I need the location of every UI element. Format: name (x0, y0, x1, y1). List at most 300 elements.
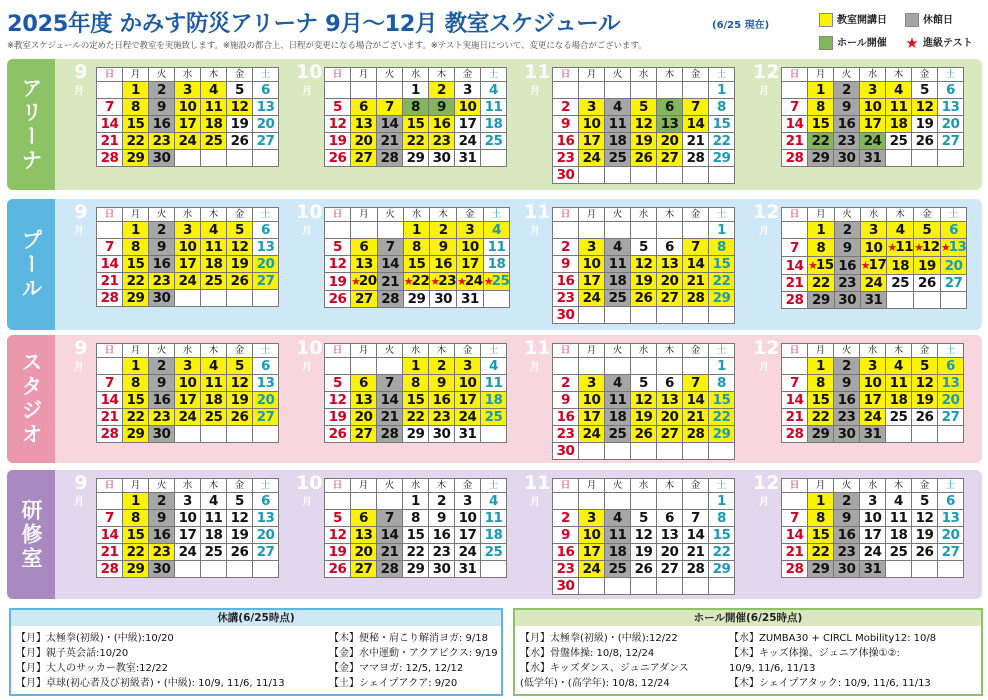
weekday-header: 日 (782, 479, 808, 493)
day-cell: 24 (579, 150, 605, 167)
day-cell (940, 292, 967, 309)
day-cell (709, 167, 735, 184)
day-cell: 18 (201, 256, 227, 273)
day-cell: 1 (403, 358, 429, 375)
cancellation-item: 【金】ママヨガ: 12/5, 12/12 (329, 663, 464, 674)
day-cell: 29 (403, 426, 429, 443)
section-label (7, 199, 55, 330)
day-cell: 19 (227, 392, 253, 409)
month-number: 9 (74, 61, 88, 83)
gray-swatch (905, 13, 919, 27)
day-cell: 25 (201, 544, 227, 561)
day-cell: 29 (808, 426, 834, 443)
day-cell: 25 (605, 561, 631, 578)
day-cell: 10 (175, 239, 201, 256)
calendar-grid (96, 207, 279, 307)
day-cell: 3 (457, 222, 484, 239)
day-number: 11 (895, 239, 914, 255)
day-cell: 7 (683, 510, 709, 527)
day-cell: 21 (782, 133, 808, 150)
cancellation-item: 【月】太極拳(初級)・(中級):10/20 (16, 633, 174, 644)
month-calendar (296, 201, 510, 308)
weekday-header: 金 (227, 68, 253, 82)
hall-events-box (513, 608, 983, 696)
day-cell: 25 (886, 544, 912, 561)
weekday-header: 月 (808, 208, 835, 222)
day-cell (175, 290, 201, 307)
day-cell: 23 (149, 409, 175, 426)
day-cell: 16 (429, 392, 455, 409)
day-cell: 12 (912, 99, 938, 116)
weekday-header: 火 (605, 68, 631, 82)
day-cell (175, 561, 201, 578)
day-cell: 11 (481, 99, 507, 116)
day-cell: 23 (834, 544, 860, 561)
calendar-grid (324, 67, 507, 167)
month-calendar (753, 337, 964, 443)
day-cell: 18 (886, 527, 912, 544)
day-cell: 21 (97, 273, 123, 290)
notice-text: ※教室スケジュールの定めた日程で教室を実施致します。※施設の都合上、日程が変更になる場合がございます。※テスト実施日について、変更になる場合がございます。 (7, 41, 647, 51)
day-cell: 17 (455, 527, 481, 544)
day-cell: 6 (940, 222, 967, 239)
day-cell (97, 493, 123, 510)
day-cell (253, 290, 279, 307)
legend-closed-day-label: 休館日 (923, 15, 953, 26)
day-cell: 31 (457, 291, 484, 308)
day-cell: 22 (709, 544, 735, 561)
month-calendar (524, 472, 735, 595)
day-cell: 17 (860, 527, 886, 544)
hall-event-item: 【水】ZUMBA30 + CIRCL Mobility12: 10/8 (729, 633, 937, 644)
day-cell: 1 (808, 82, 834, 99)
day-cell: 6 (253, 358, 279, 375)
weekday-header: 水 (631, 208, 657, 222)
day-cell: 14 (782, 527, 808, 544)
hall-event-item: (低学年)・(高学年): 10/8, 12/24 (520, 678, 670, 689)
day-cell: 14 (377, 527, 403, 544)
day-cell: 18 (483, 256, 510, 273)
day-cell: 14 (683, 256, 709, 273)
day-cell: 7 (97, 99, 123, 116)
day-cell: 5 (227, 493, 253, 510)
day-cell: 24 (175, 544, 201, 561)
day-cell (938, 561, 964, 578)
day-cell: 4 (605, 239, 631, 256)
day-cell: 19 (912, 527, 938, 544)
cancellation-box (9, 608, 503, 696)
day-cell: 20 (657, 544, 683, 561)
day-cell: 11 (201, 510, 227, 527)
day-cell: 27 (351, 291, 378, 308)
calendar-grid (781, 343, 964, 443)
day-cell: 9 (553, 256, 579, 273)
day-cell: 6 (657, 375, 683, 392)
day-cell: 1 (808, 358, 834, 375)
day-cell: 11 (605, 116, 631, 133)
day-cell: 9 (553, 527, 579, 544)
day-cell: 10 (579, 527, 605, 544)
day-cell: 24 (455, 409, 481, 426)
day-cell: 2 (834, 493, 860, 510)
day-cell: 21 (683, 133, 709, 150)
day-cell: 3 (175, 358, 201, 375)
day-cell (579, 443, 605, 460)
weekday-header: 木 (886, 68, 912, 82)
weekday-header: 木 (657, 479, 683, 493)
day-cell: 26 (325, 150, 351, 167)
day-cell: 28 (97, 426, 123, 443)
day-number: 23 (438, 273, 457, 289)
day-cell: 2 (430, 222, 457, 239)
day-cell: 2 (553, 510, 579, 527)
day-cell: 27 (657, 150, 683, 167)
day-cell: 2 (834, 222, 860, 239)
day-cell: 15 (808, 392, 834, 409)
weekday-header: 金 (227, 344, 253, 358)
weekday-header: 水 (175, 479, 201, 493)
day-cell: 20 (940, 257, 967, 275)
day-cell: 20 (657, 409, 683, 426)
day-cell: 18 (481, 116, 507, 133)
weekday-header: 月 (579, 68, 605, 82)
day-cell: 30 (834, 150, 860, 167)
day-cell (579, 358, 605, 375)
day-cell: 11 (481, 375, 507, 392)
weekday-header: 金 (683, 208, 709, 222)
day-number: 22 (411, 273, 430, 289)
month-suffix: 月 (74, 226, 84, 237)
day-cell: 9 (429, 99, 455, 116)
day-cell: 18 (886, 116, 912, 133)
day-cell: 3 (455, 358, 481, 375)
day-cell: 28 (683, 290, 709, 307)
day-cell: 22 (808, 409, 834, 426)
weekday-header: 金 (227, 208, 253, 222)
weekday-header: 水 (860, 344, 886, 358)
day-cell (657, 358, 683, 375)
calendar-grid (324, 207, 510, 308)
day-cell: 26 (631, 290, 657, 307)
day-cell: 21 (782, 544, 808, 561)
day-cell: 15 (403, 256, 430, 273)
day-cell: 3 (579, 99, 605, 116)
day-number: 15 (815, 257, 834, 273)
day-cell: 18 (201, 392, 227, 409)
day-cell (912, 426, 938, 443)
day-cell: 11 (605, 256, 631, 273)
weekday-header: 火 (834, 208, 860, 222)
day-cell: 19 (912, 392, 938, 409)
day-cell: 26 (227, 544, 253, 561)
day-cell: 19 (631, 273, 657, 290)
day-cell: 23 (834, 133, 860, 150)
day-cell: 14 (683, 392, 709, 409)
day-cell: 28 (97, 561, 123, 578)
title-text: 2025年度 かみす防災アリーナ 9月～12月 教室スケジュール (7, 11, 621, 37)
day-cell: 2 (553, 375, 579, 392)
day-number: 12 (921, 239, 940, 255)
day-cell: 7 (377, 375, 403, 392)
weekday-header: 月 (579, 208, 605, 222)
day-cell: 26 (325, 561, 351, 578)
day-cell: 19 (325, 409, 351, 426)
day-cell (657, 443, 683, 460)
weekday-header: 金 (683, 68, 709, 82)
day-cell: 9 (834, 375, 860, 392)
day-cell: 14 (377, 392, 403, 409)
day-cell: 24 (860, 409, 886, 426)
star-icon: ★ (905, 34, 919, 52)
day-cell: 13 (657, 256, 683, 273)
weekday-header: 木 (887, 208, 914, 222)
day-cell: 7 (97, 239, 123, 256)
calendar-grid (552, 207, 735, 324)
day-cell: 29 (709, 150, 735, 167)
day-cell: 22 (123, 409, 149, 426)
day-cell: 7 (683, 99, 709, 116)
weekday-header: 木 (886, 479, 912, 493)
day-cell: 11 (201, 239, 227, 256)
day-cell: 29 (123, 426, 149, 443)
weekday-header: 火 (377, 208, 403, 222)
day-cell (782, 222, 808, 239)
day-cell: 14 (782, 257, 808, 275)
legend (819, 8, 979, 58)
day-cell: 3 (455, 82, 481, 99)
day-cell: 8 (709, 239, 735, 256)
month-number: 12 (753, 201, 780, 223)
star-icon: ★ (914, 241, 922, 254)
day-cell: 8 (403, 510, 429, 527)
day-cell: 16 (429, 527, 455, 544)
weekday-header: 水 (403, 208, 430, 222)
day-cell: 28 (683, 561, 709, 578)
day-cell: 4 (481, 493, 507, 510)
day-cell: 2 (429, 358, 455, 375)
weekday-header: 水 (403, 479, 429, 493)
day-cell (605, 493, 631, 510)
month-suffix: 月 (759, 497, 769, 508)
day-cell (631, 443, 657, 460)
day-cell (605, 82, 631, 99)
day-cell: 20 (351, 409, 377, 426)
day-cell: 14 (377, 116, 403, 133)
day-cell: 15 (403, 392, 429, 409)
section-label (7, 470, 55, 599)
day-cell: 29 (709, 426, 735, 443)
weekday-header: 水 (403, 68, 429, 82)
day-cell: 24 (579, 426, 605, 443)
day-cell: 23 (429, 409, 455, 426)
day-cell: 4 (483, 222, 510, 239)
day-cell: 1 (403, 222, 430, 239)
weekday-header: 木 (886, 344, 912, 358)
day-cell (657, 578, 683, 595)
day-cell: 18 (887, 257, 914, 275)
day-cell: 9 (149, 99, 175, 116)
day-cell: 27 (657, 426, 683, 443)
day-cell (403, 273, 430, 291)
section-name: 研修室 (19, 498, 43, 571)
day-cell: 27 (253, 273, 279, 290)
day-cell: 6 (351, 239, 378, 256)
day-cell: 9 (149, 375, 175, 392)
weekday-header: 火 (149, 344, 175, 358)
month-number: 9 (74, 201, 88, 223)
day-cell: 27 (938, 544, 964, 561)
month-calendar (296, 472, 507, 578)
weekday-header: 火 (149, 208, 175, 222)
day-cell (175, 426, 201, 443)
cancellation-item: 【月】大人のサッカー教室:12/22 (16, 663, 168, 674)
day-cell (351, 222, 378, 239)
day-cell (351, 273, 378, 291)
day-cell: 12 (227, 375, 253, 392)
day-cell: 24 (579, 290, 605, 307)
day-cell: 1 (403, 493, 429, 510)
month-calendar (524, 61, 735, 184)
day-cell: 25 (201, 409, 227, 426)
day-cell (605, 358, 631, 375)
day-cell: 31 (455, 150, 481, 167)
day-cell (457, 273, 484, 291)
day-cell: 31 (860, 426, 886, 443)
day-cell: 30 (553, 307, 579, 324)
month-suffix: 月 (759, 226, 769, 237)
day-cell (887, 239, 914, 257)
day-cell: 16 (553, 544, 579, 561)
day-cell: 30 (149, 290, 175, 307)
weekday-header: 火 (834, 68, 860, 82)
day-cell: 21 (377, 544, 403, 561)
hall-event-item: 【木】シェイプアタック: 10/9, 11/6, 11/13 (729, 678, 931, 689)
day-cell: 22 (403, 133, 429, 150)
day-cell: 17 (175, 392, 201, 409)
weekday-header: 日 (782, 344, 808, 358)
day-cell: 6 (938, 493, 964, 510)
day-cell: 30 (430, 291, 457, 308)
day-cell: 5 (912, 493, 938, 510)
day-cell (709, 307, 735, 324)
day-cell (253, 150, 279, 167)
day-cell: 6 (657, 510, 683, 527)
section-panel (7, 470, 982, 599)
day-cell: 6 (351, 510, 377, 527)
section-name: スタジオ (19, 351, 43, 447)
day-cell (201, 561, 227, 578)
day-cell: 16 (553, 133, 579, 150)
day-cell (631, 307, 657, 324)
day-cell: 10 (455, 99, 481, 116)
day-cell (631, 578, 657, 595)
day-cell: 12 (631, 116, 657, 133)
day-cell (483, 291, 510, 308)
day-cell: 4 (481, 358, 507, 375)
day-cell: 13 (657, 392, 683, 409)
day-cell: 16 (834, 116, 860, 133)
weekday-header: 火 (605, 208, 631, 222)
day-cell: 28 (782, 292, 808, 309)
day-cell: 17 (860, 116, 886, 133)
weekday-header: 月 (351, 208, 378, 222)
day-cell: 18 (605, 409, 631, 426)
calendar-grid (781, 67, 964, 167)
day-cell: 4 (887, 222, 914, 239)
day-cell: 1 (709, 358, 735, 375)
month-calendar (74, 472, 279, 578)
day-cell (782, 493, 808, 510)
day-cell (201, 290, 227, 307)
day-cell: 20 (253, 116, 279, 133)
day-cell: 15 (123, 527, 149, 544)
day-cell: 3 (860, 82, 886, 99)
legend-closed-day (905, 11, 953, 29)
month-calendar (753, 61, 964, 167)
day-cell: 17 (579, 273, 605, 290)
weekday-header: 月 (808, 479, 834, 493)
day-cell: 20 (657, 273, 683, 290)
star-icon: ★ (430, 275, 439, 288)
day-cell: 6 (351, 375, 377, 392)
day-cell: 21 (782, 409, 808, 426)
day-cell: 25 (481, 544, 507, 561)
weekday-header: 木 (201, 479, 227, 493)
day-cell (579, 493, 605, 510)
weekday-header: 日 (553, 344, 579, 358)
weekday-header: 金 (455, 344, 481, 358)
weekday-header: 土 (481, 68, 507, 82)
weekday-header: 火 (834, 344, 860, 358)
day-cell (227, 426, 253, 443)
weekday-header: 月 (123, 344, 149, 358)
day-cell: 21 (683, 273, 709, 290)
weekday-header: 金 (914, 208, 941, 222)
day-cell: 23 (429, 544, 455, 561)
weekday-header: 日 (782, 68, 808, 82)
day-cell: 25 (605, 290, 631, 307)
calendar-grid (781, 207, 967, 309)
day-cell: 20 (253, 392, 279, 409)
day-cell: 12 (325, 256, 351, 273)
day-cell (97, 222, 123, 239)
day-cell: 24 (175, 409, 201, 426)
day-cell: 29 (403, 561, 429, 578)
day-cell (631, 493, 657, 510)
star-icon: ★ (351, 275, 359, 288)
weekday-header: 土 (481, 344, 507, 358)
day-cell: 27 (253, 544, 279, 561)
star-icon: ★ (403, 275, 412, 288)
weekday-header: 火 (834, 479, 860, 493)
day-cell: 19 (631, 409, 657, 426)
day-cell: 5 (325, 375, 351, 392)
weekday-header: 土 (253, 208, 279, 222)
day-cell: 4 (886, 82, 912, 99)
day-cell: 1 (709, 493, 735, 510)
day-cell: 26 (912, 409, 938, 426)
day-cell: 25 (201, 273, 227, 290)
weekday-header: 月 (351, 344, 377, 358)
weekday-header: 日 (97, 208, 123, 222)
month-number: 11 (524, 472, 551, 494)
day-cell: 6 (253, 493, 279, 510)
weekday-header: 木 (429, 344, 455, 358)
weekday-header: 火 (377, 68, 403, 82)
day-cell (808, 257, 835, 275)
calendar-grid (96, 478, 279, 578)
weekday-header: 土 (938, 68, 964, 82)
